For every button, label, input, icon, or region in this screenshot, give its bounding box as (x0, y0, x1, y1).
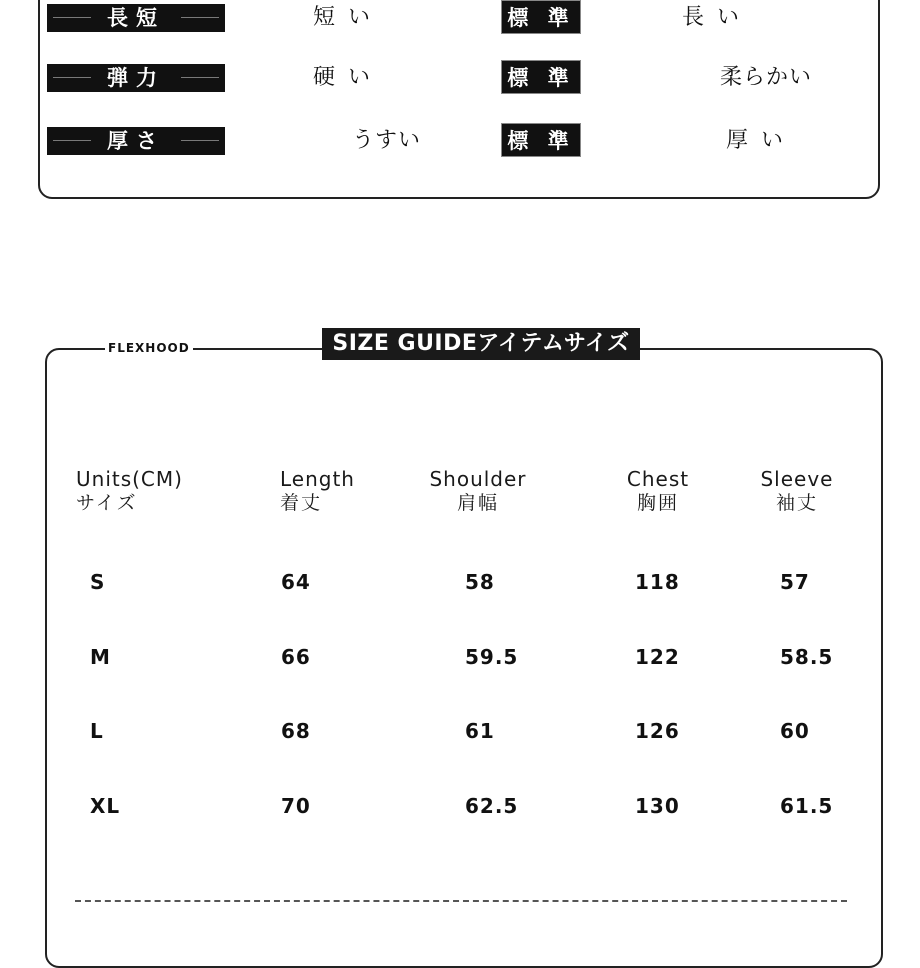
table-cell-sleeve: 58.5 (780, 645, 834, 669)
column-header-ja: 着丈 (280, 492, 323, 514)
column-header-chest (622, 467, 694, 515)
column-header-ja: 肩幅 (456, 492, 499, 514)
attribute-standard-badge: 標 準 (501, 60, 581, 94)
brand-label: FLEXHOOD (105, 340, 193, 356)
table-cell-chest: 126 (635, 719, 680, 743)
attribute-high-value: 長 い (682, 5, 742, 30)
attribute-low-value: 短 い (313, 5, 373, 30)
table-cell-shoulder: 58 (465, 570, 495, 594)
column-header-en: Shoulder (429, 467, 527, 491)
attribute-row-elasticity (0, 64, 920, 94)
table-cell-shoulder: 59.5 (465, 645, 519, 669)
attribute-standard-badge: 標 準 (501, 123, 581, 157)
table-cell-chest: 130 (635, 794, 680, 818)
column-header-length (280, 467, 355, 515)
attribute-row-length (0, 4, 920, 34)
table-cell-shoulder: 61 (465, 719, 495, 743)
column-header-en: Units(CM) (76, 467, 183, 491)
attribute-high-value: 柔らかい (720, 65, 813, 90)
size-guide-panel (45, 348, 883, 968)
attribute-label: 長短 (47, 4, 225, 32)
attribute-standard-badge: 標 準 (501, 0, 581, 34)
attribute-label: 弾力 (47, 64, 225, 92)
table-cell-length: 64 (281, 570, 311, 594)
table-cell-shoulder: 62.5 (465, 794, 519, 818)
attribute-high-value: 厚 い (726, 128, 786, 153)
size-guide-title: SIZE GUIDEアイテムサイズ (322, 328, 640, 360)
table-cell-size: S (90, 570, 106, 594)
column-header-en: Sleeve (760, 467, 834, 491)
column-header-en: Chest (626, 467, 690, 491)
column-header-size (76, 467, 183, 515)
attribute-low-value: うすい (352, 128, 422, 153)
attribute-label: 厚さ (47, 127, 225, 155)
column-header-ja: 胸囲 (636, 492, 679, 514)
table-cell-length: 70 (281, 794, 311, 818)
dashed-divider (75, 900, 847, 902)
column-header-sleeve (758, 467, 836, 515)
attribute-row-thickness (0, 127, 920, 157)
table-cell-size: M (90, 645, 111, 669)
attribute-low-value: 硬 い (313, 65, 373, 90)
column-header-shoulder (426, 467, 530, 515)
table-cell-size: XL (90, 794, 121, 818)
table-cell-sleeve: 61.5 (780, 794, 834, 818)
column-header-en: Length (280, 467, 355, 491)
table-cell-length: 66 (281, 645, 311, 669)
column-header-ja: 袖丈 (775, 492, 818, 514)
column-header-ja: サイズ (76, 492, 138, 514)
table-cell-sleeve: 60 (780, 719, 810, 743)
table-cell-size: L (90, 719, 104, 743)
table-cell-chest: 122 (635, 645, 680, 669)
table-cell-chest: 118 (635, 570, 680, 594)
table-cell-length: 68 (281, 719, 311, 743)
table-cell-sleeve: 57 (780, 570, 810, 594)
